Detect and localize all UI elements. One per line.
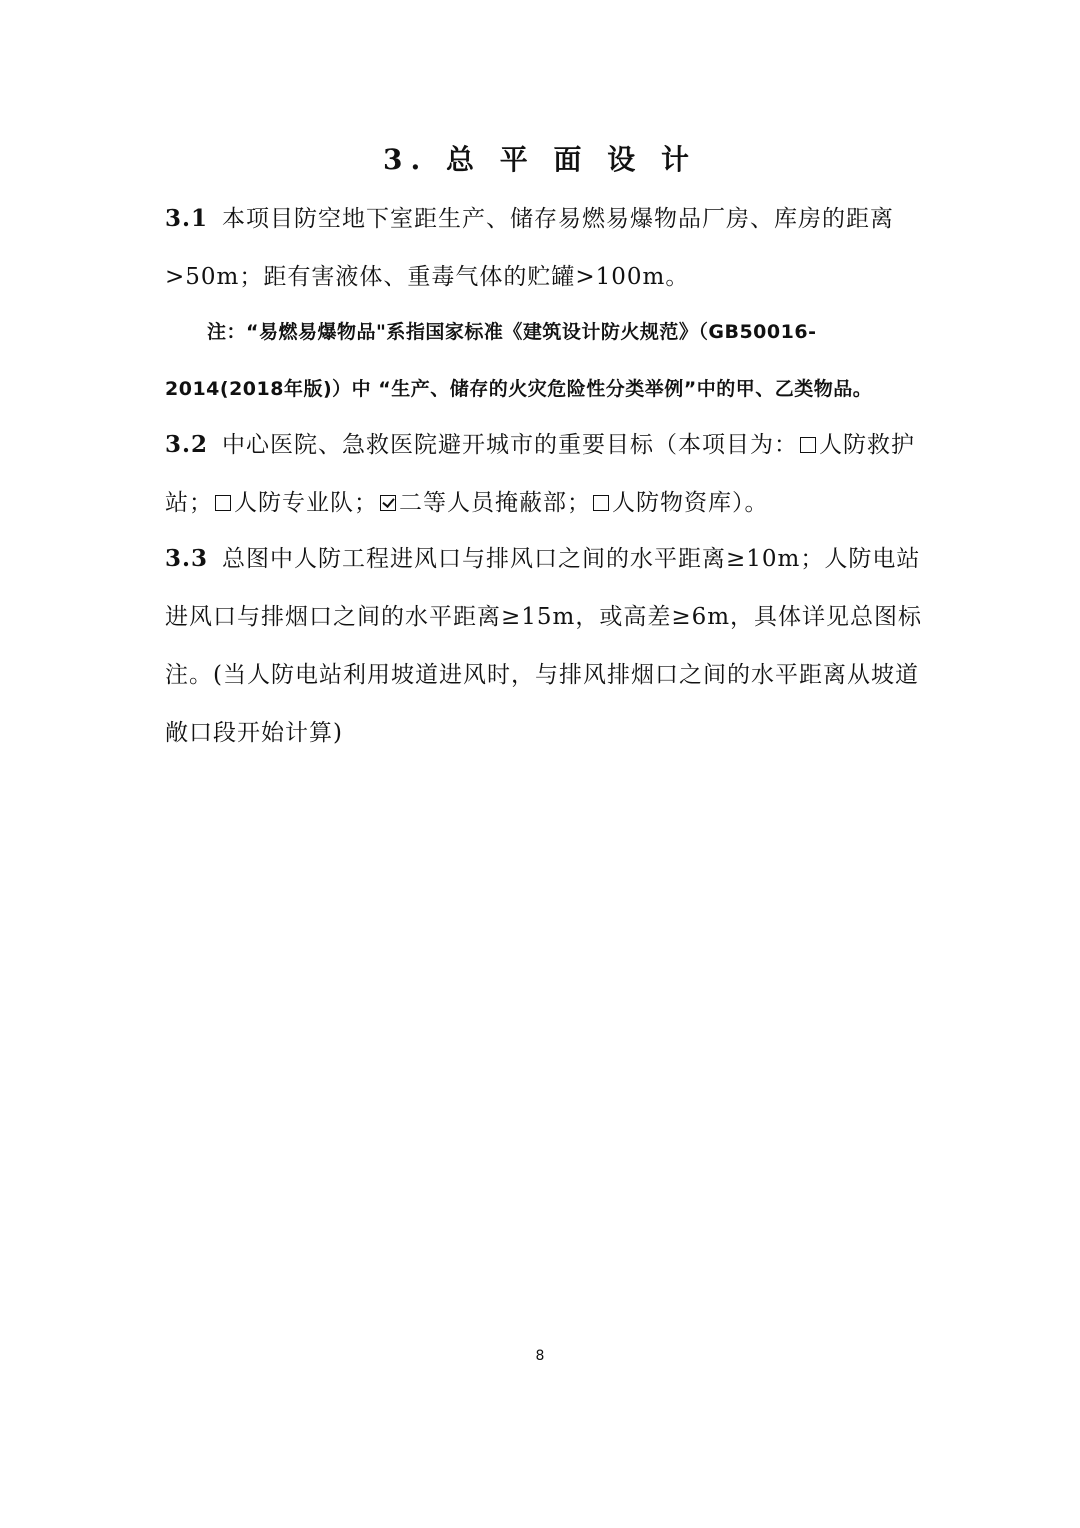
clause-text: 中心医院、急救医院避开城市的重要目标（本项目为： <box>222 432 799 458</box>
clause-3-3 <box>165 530 925 762</box>
separator: ； <box>189 490 213 516</box>
checkbox-icon[interactable] <box>215 495 231 511</box>
clause-number: 3.3 <box>165 545 209 572</box>
section-title: 3. 总 平 面 设 计 <box>383 143 697 176</box>
option-label: 人防物资库 <box>612 490 732 516</box>
clause-number: 3.1 <box>165 205 209 232</box>
checkbox-checked-icon[interactable] <box>380 495 396 511</box>
checkbox-icon[interactable] <box>593 495 609 511</box>
separator: ； <box>567 490 591 516</box>
clause-text: 本项目防空地下室距生产、储存易燃易爆物品厂房、库房的距离>50m；距有害液体、重毒气体的贮罐>100m。 <box>165 206 895 290</box>
separator: ； <box>354 490 378 516</box>
option-label: 人防救护站 <box>165 432 916 516</box>
clause-3-2 <box>165 416 925 532</box>
clause-number: 3.2 <box>165 431 209 458</box>
clause-3-1 <box>165 190 925 306</box>
clause-text-end: ）。 <box>732 490 769 516</box>
clause-text: 总图中人防工程进风口与排风口之间的水平距离≥10m；人防电站进风口与排烟口之间的水平距离≥15m，或高差≥6m，具体详见总图标注。(当人防电站利用坡道进风时，与排风排烟口之间的水平距离从坡道敞口段开始计算) <box>165 546 923 746</box>
checkbox-icon[interactable] <box>800 437 816 453</box>
option-label: 人防专业队 <box>234 490 354 516</box>
page-number: 8 <box>535 1348 545 1364</box>
option-label: 二等人员掩蔽部 <box>399 490 567 516</box>
note-paragraph: 注：“易燃易爆物品"系指国家标准《建筑设计防火规范》（GB50016-2014(2018年版)）中 “生产、储存的火灾危险性分类举例”中的甲、乙类物品。 <box>165 321 873 400</box>
